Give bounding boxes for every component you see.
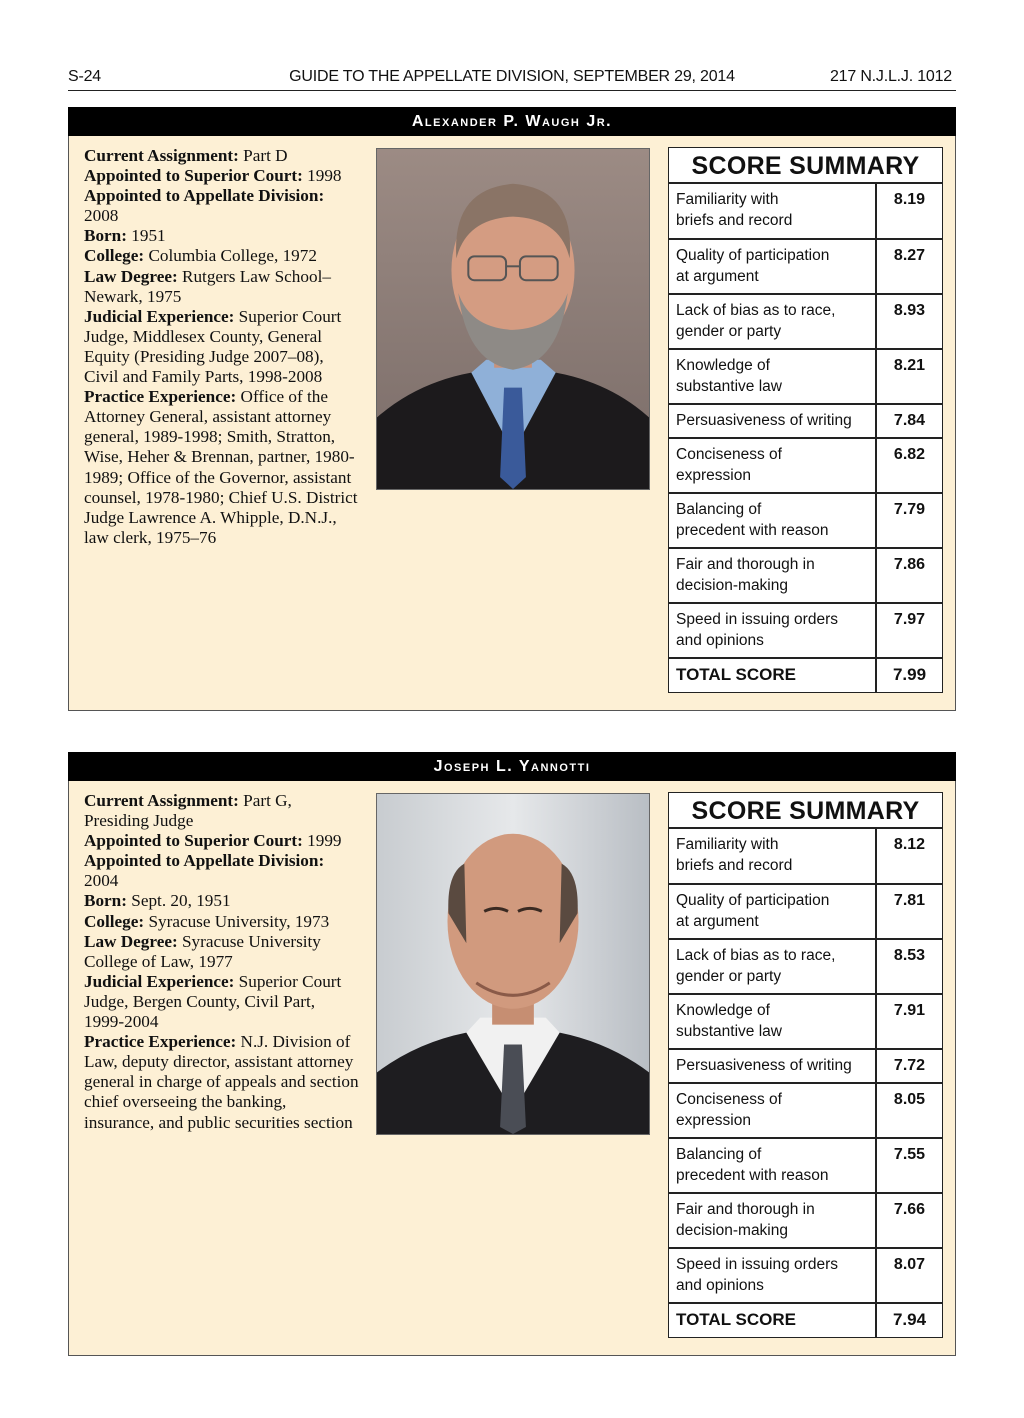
judge-bio <box>84 791 359 1133</box>
score-criterion <box>669 438 876 493</box>
score-criterion-line: Speed in issuing orders <box>676 1256 838 1273</box>
score-row <box>669 493 942 548</box>
bio-label: Current Assignment: <box>84 791 239 810</box>
score-value: 7.86 <box>876 548 942 603</box>
score-value: 7.72 <box>876 1049 942 1083</box>
score-value: 7.55 <box>876 1138 942 1193</box>
score-summary-title: SCORE SUMMARY <box>669 793 942 829</box>
bio-label: Appointed to Appellate Division: <box>84 186 325 206</box>
score-criterion <box>669 239 876 294</box>
score-row <box>669 603 942 658</box>
score-criterion <box>669 994 876 1049</box>
score-criterion-line: precedent with reason <box>676 1167 829 1184</box>
bio-value: Columbia College, 1972 <box>144 246 317 266</box>
score-criterion-line: Knowledge of <box>676 357 770 374</box>
bio-entry <box>84 246 359 266</box>
score-row <box>669 884 942 939</box>
score-criterion-line: Conciseness of <box>676 446 782 463</box>
bio-value: 2008 <box>84 206 119 226</box>
score-criterion <box>669 1193 876 1248</box>
judge-portrait-image <box>377 149 649 489</box>
bio-label: Law Degree: <box>84 931 178 951</box>
bio-label: Law Degree: <box>84 266 178 286</box>
score-criterion-line: precedent with reason <box>676 522 829 539</box>
score-criterion-line: substantive law <box>676 378 782 395</box>
judge-name: Joseph L. Yannotti <box>68 752 956 781</box>
judge-photo <box>376 148 650 490</box>
score-criterion-line: Balancing of <box>676 501 762 518</box>
bio-label: Born: <box>84 891 127 911</box>
score-criterion <box>669 939 876 994</box>
score-criterion-line: at argument <box>676 913 759 930</box>
score-criterion-line: Conciseness of <box>676 1091 782 1108</box>
judge-name: Alexander P. Waugh Jr. <box>68 107 956 136</box>
score-criterion <box>669 404 876 438</box>
bio-entry <box>84 972 359 1032</box>
score-value: 8.05 <box>876 1083 942 1138</box>
score-summary <box>668 147 943 693</box>
score-row <box>669 829 942 884</box>
bio-text <box>84 791 359 1133</box>
bio-entry <box>84 912 359 932</box>
bio-value: Rutgers Law School–Newark, 1975 <box>84 266 331 306</box>
bio-entry <box>84 791 359 831</box>
bio-label: Born: <box>84 226 127 246</box>
bio-entry <box>84 851 359 891</box>
score-value: 7.97 <box>876 603 942 658</box>
bio-value: Syracuse University College of Law, 1977 <box>84 931 321 971</box>
total-score-value: 7.94 <box>876 1303 942 1337</box>
bio-value: Office of the Attorney General, assistant attorney general, 1989-1998; Smith, Stratton, Wise, Heher & Brennan, partner, 1980-1989; Office of the Governor, assistant counsel, 1978-1980; Chief U.S. District Judge Lawrence A. Whipple, D.N.J., law clerk, 1975–76 <box>84 387 358 547</box>
score-criterion-line: Persuasiveness of writing <box>676 412 852 429</box>
score-criterion-line: decision-making <box>676 577 788 594</box>
score-criterion-line: substantive law <box>676 1023 782 1040</box>
score-criterion <box>669 1138 876 1193</box>
total-score-row <box>669 658 942 692</box>
bio-label: Appointed to Appellate Division: <box>84 851 325 871</box>
bio-label: Appointed to Superior Court: <box>84 831 303 851</box>
bio-entry <box>84 186 359 226</box>
score-criterion <box>669 294 876 349</box>
score-row <box>669 1083 942 1138</box>
bio-label: Judicial Experience: <box>84 306 235 326</box>
score-row <box>669 1248 942 1303</box>
score-criterion-line: Quality of participation <box>676 892 830 909</box>
score-criterion <box>669 184 876 239</box>
score-value: 6.82 <box>876 438 942 493</box>
bio-label: Practice Experience: <box>84 387 237 407</box>
score-value: 7.84 <box>876 404 942 438</box>
page-number: S-24 <box>68 68 101 85</box>
bio-entry <box>84 932 359 972</box>
score-criterion <box>669 1083 876 1138</box>
score-table <box>669 829 942 1337</box>
judge-profile-waugh <box>68 107 956 711</box>
score-row <box>669 184 942 239</box>
bio-text <box>84 146 359 548</box>
judge-portrait-image <box>377 794 649 1134</box>
total-score-label: TOTAL SCORE <box>669 658 876 692</box>
bio-entry <box>84 891 359 911</box>
bio-entry <box>84 307 359 387</box>
score-criterion-line: and opinions <box>676 1277 764 1294</box>
bio-entry <box>84 226 359 246</box>
bio-value: Syracuse University, 1973 <box>144 911 330 931</box>
bio-entry <box>84 1032 359 1132</box>
bio-entry <box>84 267 359 307</box>
score-value: 8.19 <box>876 184 942 239</box>
score-criterion-line: decision-making <box>676 1222 788 1239</box>
score-table <box>669 184 942 692</box>
score-criterion-line: gender or party <box>676 968 782 985</box>
score-criterion-line: Lack of bias as to race, <box>676 302 836 319</box>
judge-profile-yannotti <box>68 752 956 1356</box>
bio-label: Practice Experience: <box>84 1032 237 1052</box>
score-value: 8.93 <box>876 294 942 349</box>
score-criterion-line: Quality of participation <box>676 247 830 264</box>
bio-value: Part D <box>238 146 288 165</box>
score-criterion-line: briefs and record <box>676 857 793 874</box>
score-summary <box>668 792 943 1338</box>
bio-value: 1951 <box>126 226 166 246</box>
score-row <box>669 438 942 493</box>
score-value: 7.81 <box>876 884 942 939</box>
score-criterion-line: Fair and thorough in <box>676 1201 815 1218</box>
score-criterion <box>669 493 876 548</box>
score-row <box>669 1193 942 1248</box>
score-summary-title: SCORE SUMMARY <box>669 148 942 184</box>
page-header <box>68 64 956 91</box>
score-criterion-line: expression <box>676 1112 751 1129</box>
total-score-row <box>669 1303 942 1337</box>
score-value: 8.12 <box>876 829 942 884</box>
score-criterion-line: Fair and thorough in <box>676 556 815 573</box>
score-criterion-line: Knowledge of <box>676 1002 770 1019</box>
bio-entry <box>84 166 359 186</box>
score-criterion <box>669 884 876 939</box>
bio-entry <box>84 146 359 166</box>
score-row <box>669 294 942 349</box>
bio-value: Superior Court Judge, Middlesex County, General Equity (Presiding Judge 2007–08), Civil and Family Parts, 1998-2008 <box>84 306 342 387</box>
score-value: 8.53 <box>876 939 942 994</box>
score-criterion-line: Balancing of <box>676 1146 762 1163</box>
bio-value: 1999 <box>302 831 342 851</box>
score-value: 8.27 <box>876 239 942 294</box>
score-criterion-line: at argument <box>676 268 759 285</box>
score-row <box>669 1138 942 1193</box>
score-criterion <box>669 548 876 603</box>
score-criterion-line: Familiarity with <box>676 191 779 208</box>
score-row <box>669 939 942 994</box>
judge-photo <box>376 793 650 1135</box>
score-criterion-line: briefs and record <box>676 212 793 229</box>
bio-value: Sept. 20, 1951 <box>126 891 231 911</box>
score-row <box>669 994 942 1049</box>
score-row <box>669 239 942 294</box>
score-criterion <box>669 1049 876 1083</box>
bio-label: Appointed to Superior Court: <box>84 166 303 186</box>
bio-value: Superior Court Judge, Bergen County, Civil Part, 1999-2004 <box>84 971 342 1032</box>
score-value: 8.21 <box>876 349 942 404</box>
publication-title: GUIDE TO THE APPELLATE DIVISION, SEPTEMBER 29, 2014 <box>289 68 735 85</box>
bio-label: Judicial Experience: <box>84 971 235 991</box>
score-value: 7.91 <box>876 994 942 1049</box>
bio-entry <box>84 831 359 851</box>
total-score-value: 7.99 <box>876 658 942 692</box>
score-criterion-line: Persuasiveness of writing <box>676 1057 852 1074</box>
bio-value: Part G, Presiding Judge <box>84 791 292 831</box>
score-criterion <box>669 829 876 884</box>
score-value: 7.79 <box>876 493 942 548</box>
score-row <box>669 404 942 438</box>
bio-label: College: <box>84 911 145 931</box>
score-criterion-line: Familiarity with <box>676 836 779 853</box>
score-value: 7.66 <box>876 1193 942 1248</box>
score-row <box>669 349 942 404</box>
bio-value: 1998 <box>302 166 342 186</box>
score-criterion-line: Lack of bias as to race, <box>676 947 836 964</box>
score-criterion-line: expression <box>676 467 751 484</box>
score-criterion-line: gender or party <box>676 323 782 340</box>
bio-label: Current Assignment: <box>84 146 239 165</box>
score-criterion-line: and opinions <box>676 632 764 649</box>
score-criterion <box>669 349 876 404</box>
citation: 217 N.J.L.J. 1012 <box>829 68 952 85</box>
score-criterion-line: Speed in issuing orders <box>676 611 838 628</box>
bio-value: 2004 <box>84 871 119 891</box>
judge-bio <box>84 146 359 548</box>
score-criterion <box>669 603 876 658</box>
score-value: 8.07 <box>876 1248 942 1303</box>
score-row <box>669 548 942 603</box>
bio-entry <box>84 387 359 548</box>
score-row <box>669 1049 942 1083</box>
bio-value: N.J. Division of Law, deputy director, assistant attorney general in charge of appeals and section chief overseeing the banking, insurance, and public securities section <box>84 1032 359 1132</box>
total-score-label: TOTAL SCORE <box>669 1303 876 1337</box>
bio-label: College: <box>84 246 145 266</box>
score-criterion <box>669 1248 876 1303</box>
